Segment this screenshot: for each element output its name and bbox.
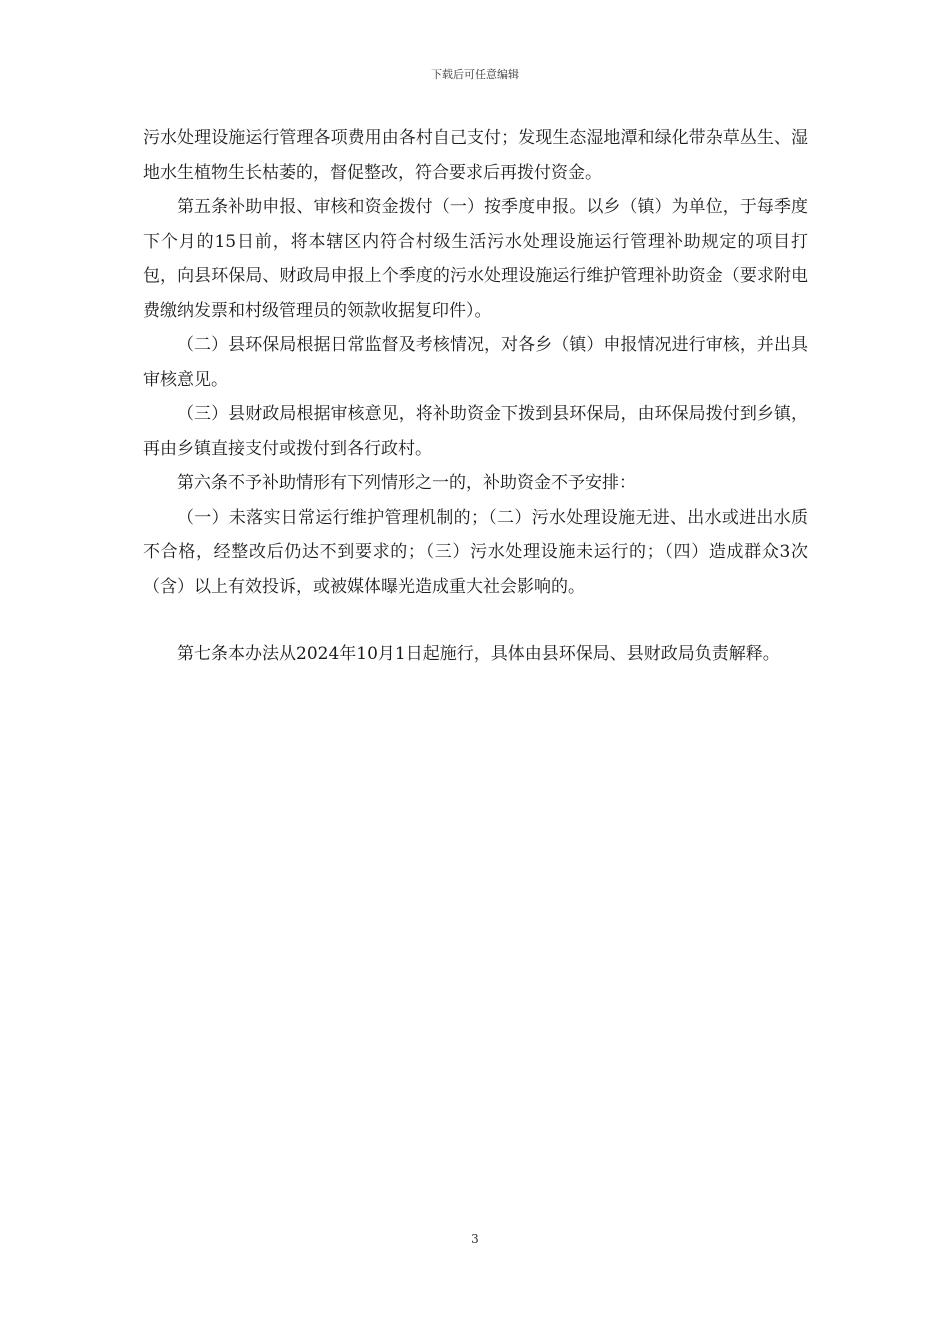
paragraph-article-7: 第七条本办法从2024年10月1日起施行，具体由县环保局、县财政局负责解释。 <box>177 644 780 664</box>
paragraph-article-6: 第六条不予补助情形有下列情形之一的，补助资金不予安排： <box>177 473 636 493</box>
page-header-note: 下载后可任意编辑 <box>431 68 519 81</box>
paragraph-article-5-item-3: （三）县财政局根据审核意见，将补助资金下拨到县环保局，由环保局拨付到乡镇，再由乡镇直接支付或拨付到各行政村。 <box>143 404 808 459</box>
paragraph-article-6-items: （一）未落实日常运行维护管理机制的；（二）污水处理设施无进、出水或进出水质不合格，经整改后仍达不到要求的；（三）污水处理设施未运行的；（四）造成群众3次（含）以上有效投诉，或被媒体曝光造成重大社会影响的。 <box>143 507 808 597</box>
paragraph-continuation: 污水处理设施运行管理各项费用由各村自己支付；发现生态湿地潭和绿化带杂草丛生、湿地水生植物生长枯萎的，督促整改，符合要求后再拨付资金。 <box>143 128 808 183</box>
paragraph-article-5-item-2: （二）县环保局根据日常监督及考核情况，对各乡（镇）申报情况进行审核，并出具审核意见。 <box>143 335 808 390</box>
document-body <box>143 121 808 672</box>
page-number: 3 <box>471 1232 479 1246</box>
paragraph-article-5: 第五条补助申报、审核和资金拨付（一）按季度申报。以乡（镇）为单位，于每季度下个月的15日前，将本辖区内符合村级生活污水处理设施运行管理补助规定的项目打包，向县环保局、财政局申报上个季度的污水处理设施运行维护管理补助资金（要求附电费缴纳发票和村级管理员的领款收据复印件）。 <box>143 197 808 321</box>
